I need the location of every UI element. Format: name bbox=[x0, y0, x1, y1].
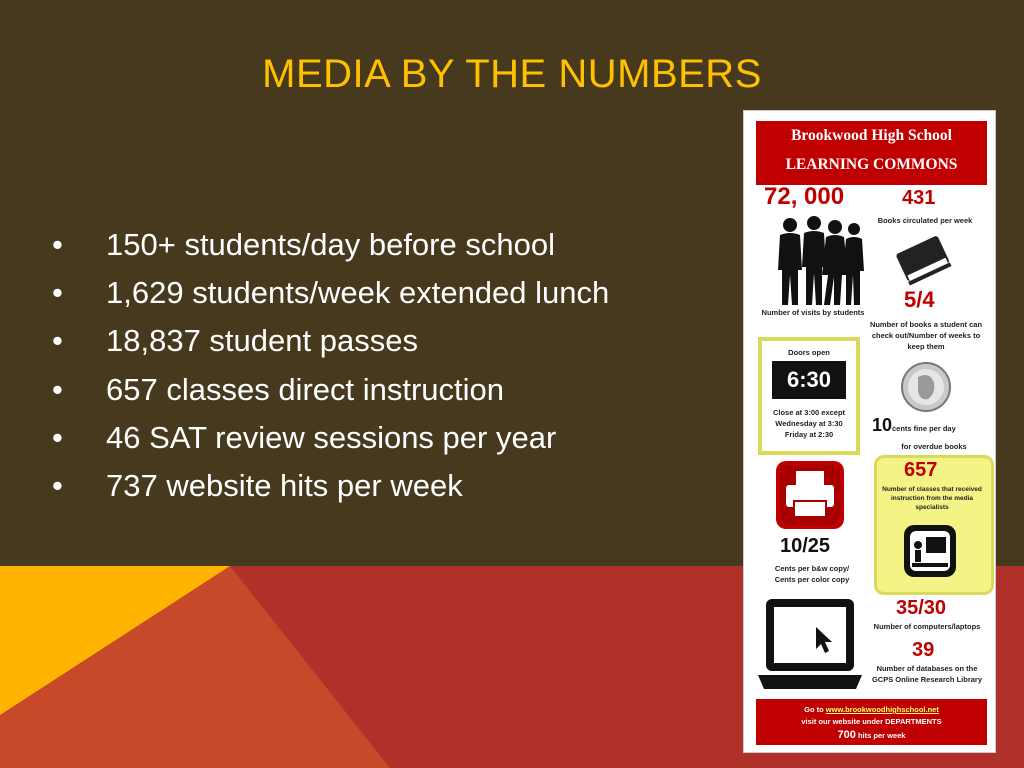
visits-value: 72, 000 bbox=[764, 183, 845, 210]
books-value: 431 bbox=[902, 187, 936, 209]
copy-label-1: Cents per b&w copy/ bbox=[774, 564, 850, 573]
close-time-3: Friday at 2:30 bbox=[784, 430, 834, 439]
laptop-icon bbox=[758, 597, 862, 693]
books-label: Books circulated per week bbox=[877, 216, 973, 225]
copy-label-2: Cents per color copy bbox=[774, 575, 850, 584]
school-name: Brookwood High School bbox=[791, 127, 952, 144]
classes-label: Number of classes that received instruction from the media specialists bbox=[882, 486, 982, 511]
bullet-item: • 1,629 students/week extended lunch bbox=[52, 275, 610, 311]
printer-icon bbox=[774, 459, 846, 531]
databases-label: Number of databases on the GCPS Online Research Library bbox=[871, 664, 983, 684]
computers-label: Number of computers/laptops bbox=[873, 622, 981, 631]
close-time-1: Close at 3:00 except bbox=[772, 408, 846, 417]
infographic bbox=[743, 110, 996, 753]
close-time-2: Wednesday at 3:30 bbox=[775, 419, 843, 428]
footer-visit: visit our website under DEPARTMENTS bbox=[801, 717, 942, 726]
bullet-item: • 657 classes direct instruction bbox=[52, 371, 505, 407]
footer-hits: 700 hits per week bbox=[837, 729, 906, 741]
bullet-list bbox=[52, 222, 609, 511]
checkout-label: Number of books a student can check out/Number of weeks to keep them bbox=[869, 320, 983, 351]
bullet-item: • 46 SAT review sessions per year bbox=[52, 419, 557, 455]
presentation-icon bbox=[902, 523, 958, 579]
dime-coin-icon bbox=[900, 361, 952, 413]
infographic-footer bbox=[756, 699, 987, 745]
book-icon bbox=[892, 231, 956, 287]
copy-value: 10/25 bbox=[780, 535, 831, 557]
people-silhouette-icon bbox=[772, 215, 866, 307]
doors-open-label: Doors open bbox=[788, 348, 830, 357]
bullet-item: • 737 website hits per week bbox=[52, 467, 463, 503]
footer-website-line: Go to www.brookwoodhighschool.net bbox=[804, 705, 939, 714]
fine-label-2: for overdue books bbox=[901, 442, 967, 451]
visits-label: Number of visits by students bbox=[761, 308, 865, 317]
fine-label-1: cents fine per day bbox=[892, 424, 956, 433]
bullet-item: • 18,837 student passes bbox=[52, 323, 418, 359]
clock-icon: 6:30 bbox=[772, 361, 846, 399]
computers-value: 35/30 bbox=[896, 597, 947, 619]
classes-value: 657 bbox=[904, 459, 938, 481]
fine-value: 10 bbox=[872, 415, 893, 435]
bullet-item: • 150+ students/day before school bbox=[52, 227, 555, 262]
slide-title: MEDIA BY THE NUMBERS bbox=[262, 52, 762, 96]
databases-value: 39 bbox=[912, 639, 935, 661]
infographic-header bbox=[756, 121, 987, 185]
website-link[interactable]: www.brookwoodhighschool.net bbox=[825, 705, 939, 714]
checkout-value: 5/4 bbox=[904, 287, 935, 312]
learning-commons-heading: LEARNING COMMONS bbox=[785, 156, 958, 173]
